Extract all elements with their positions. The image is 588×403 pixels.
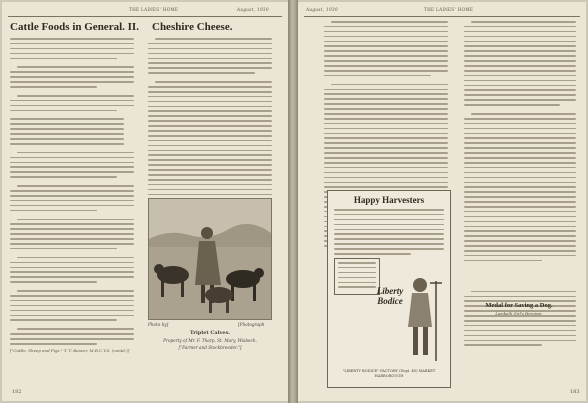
photo-credit: Photo by]: [148, 322, 169, 327]
triplet-calves-illustration: [149, 199, 271, 319]
article-title-cheshire-cheese: Cheshire Cheese.: [152, 21, 233, 33]
photo-caption-line: Property of Mr. F. Tharp, St. Mary, Wisbech.: [163, 338, 257, 343]
photo-source: [Photograph: [238, 322, 265, 327]
left-page-number: 182: [12, 389, 22, 395]
right-page-number: 183: [570, 389, 580, 395]
notice-title: Medal for Saving a Dog.: [485, 302, 553, 309]
photo-caption-source: ["Farmer and Stockbreeder."]: [178, 345, 242, 350]
notice-subtitle: Lambeth Girl's Heroism.: [495, 311, 543, 316]
logo-line-1: Liberty: [376, 286, 404, 296]
right-page-date: August, 1930: [306, 7, 338, 12]
right-running-head: THE LADIES' HOME: [424, 7, 474, 12]
liberty-bodice-advertisement: [327, 190, 451, 388]
left-page: [2, 2, 288, 401]
ad-headline: Happy Harvesters: [353, 195, 425, 205]
right-header-rule: [304, 16, 580, 17]
right-page-column-2: [464, 21, 576, 349]
ad-body-text: [334, 209, 444, 258]
left-header-rule: [8, 16, 282, 17]
article-title-cattle-foods: Cattle Foods in General. II.: [10, 21, 139, 33]
left-page-date: August, 1930: [237, 7, 269, 12]
girl-with-rake-illustration: [394, 275, 446, 365]
cattle-foods-body: [10, 38, 134, 353]
book-gutter: [288, 0, 298, 403]
cattle-foods-signature: ["Cattle, Sheep and Pigs." T. T. Beaver, M.R.C.V.S. (contd.)]: [10, 347, 130, 353]
photo-caption-title: Triplet Calves.: [189, 330, 231, 336]
triplet-calves-photo: [148, 198, 272, 320]
ad-footer: "LIBERTY BODICE" FACTORY (Dept. 40) MARKET HARBOROUGH: [342, 369, 436, 378]
logo-line-2: Bodice: [377, 296, 403, 306]
left-running-head: THE LADIES' HOME: [129, 7, 179, 12]
